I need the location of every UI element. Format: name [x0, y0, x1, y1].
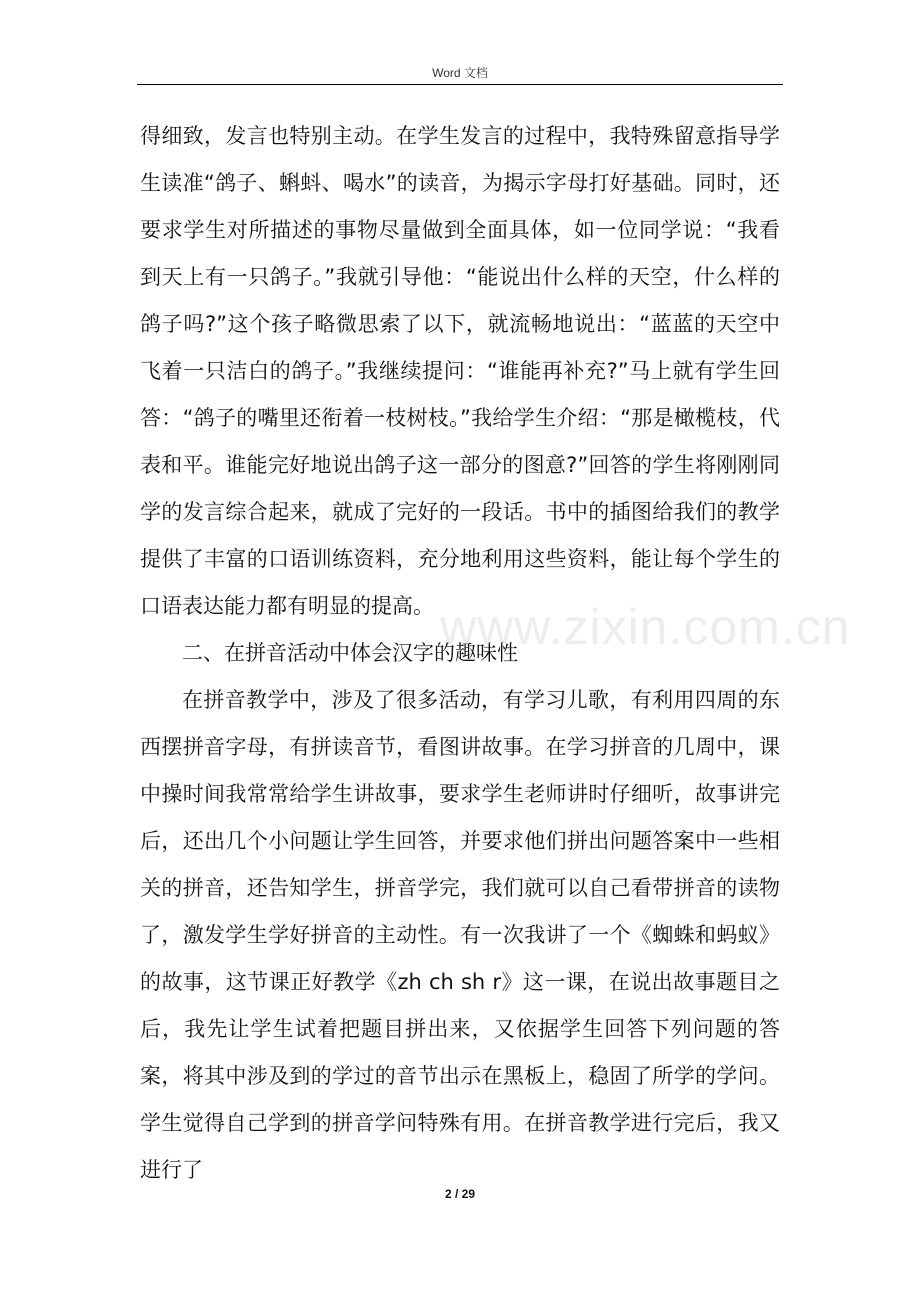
paragraph-1: 得细致，发言也特别主动。在学生发言的过程中，我特殊留意指导学生读准“鸽子、蝌蚪、喝水”的读音，为揭示字母打好基础。同时，还要求学生对所描述的事物尽量做到全面具体，如一位同学说：“我看到天上有一只鸽子。”我就引导他：“能说出什么样的天空，什么样的鸽子吗?”这个孩子略微思索了以下，就流畅地说出：“蓝蓝的天空中飞着一只洁白的鸽子。”我继续提问：“谁能再补充?”马上就有学生回答：“鸽子的嘴里还衔着一枝树枝。”我给学生介绍：“那是橄榄枝，代表和平。谁能完好地说出鸽子这一部分的图意?”回答的学生将刚刚同学的发言综合起来，就成了完好的一段话。书中的插图给我们的教学提供了丰富的口语训练资料，充分地利用这些资料，能让每个学生的口语表达能力都有明显的提高。: [140, 124, 780, 618]
document-body: [140, 113, 851, 1194]
page-header: Word 文档: [432, 66, 488, 80]
page-number: 2 / 29: [444, 1187, 476, 1201]
watermark: www.zixin.com.cn: [440, 599, 851, 655]
paragraph-2: 在拼音教学中，涉及了很多活动，有学习儿歌，有利用四周的东西摆拼音字母，有拼读音节，看图讲故事。在学习拼音的几周中，课中操时间我常常给学生讲故事，要求学生老师讲时仔细听，故事讲完后，还出几个小问题让学生回答，并要求他们拼出问题答案中一些相关的拼音，还告知学生，拼音学完，我们就可以自己看带拼音的读物了，激发学生学好拼音的主动性。有一次我讲了一个《蜘蛛和蚂蚁》的故事，这节课正好教学《zh ch sh r》这一课，在说出故事题目之后，我先让学生试着把题目拼出来，又依据学生回答下列问题的答案，将其中涉及到的学过的音节出示在黑板上，稳固了所学的学问。学生觉得自己学到的拼音学问特殊有用。在拼音教学进行完后，我又进行了: [140, 688, 780, 1182]
header-divider: [137, 84, 783, 85]
section-heading: 二、在拼音活动中体会汉字的趣味性: [182, 641, 518, 665]
